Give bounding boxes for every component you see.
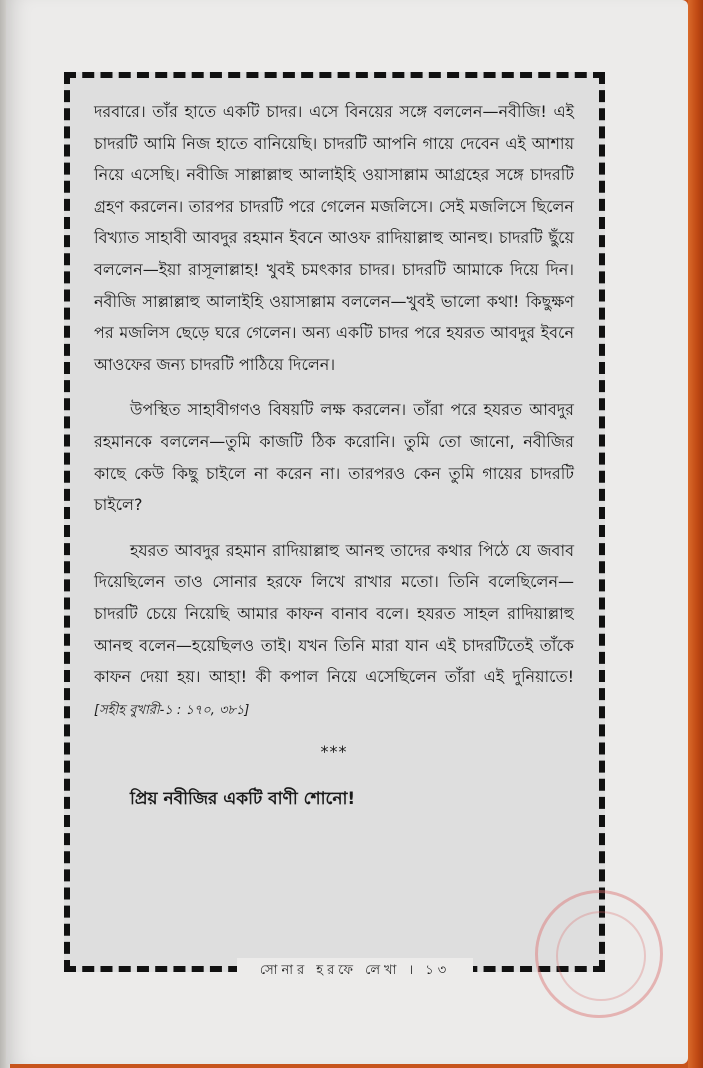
library-stamp — [535, 890, 663, 1018]
paragraph: দরবারে। তাঁর হাতে একটি চাদর। এসে বিনয়ের সঙ্গে বললেন—নবীজি! এই চাদরটি আমি নিজ হাতে বানিয়েছি। চাদরটি আপনি গায়ে দেবেন এই আশায় নিয়ে এসেছি। নবীজি সাল্লাল্লাহু আলাইহি ওয়াসাল্লাম আগ্রহের সঙ্গে চাদরটি গ্রহণ করলেন। তারপর চাদরটি পরে গেলেন মজলিসে। সেই মজলিসে ছিলেন বিখ্যাত সাহাবী আবদুর রহমান ইবনে আওফ রাদিয়াল্লাহু আনহু। চাদরটি ছুঁয়ে বললেন—ইয়া রাসূলাল্লাহ! খুবই চমৎকার চাদর। চাদরটি আমাকে দিয়ে দিন। নবীজি সাল্লাল্লাহু আলাইহি ওয়াসাল্লাম বললেন—খুবই ভালো কথা! কিছুক্ষণ পর মজলিস ছেড়ে ঘরে গেলেন। অন্য একটি চাদর পরে হযরত আবদুর ইবনে আওফের জন্য চাদরটি পাঠিয়ে দিলেন। — [94, 102, 574, 374]
next-section-heading: প্রিয় নবীজির একটি বাণী শোনো! — [130, 788, 356, 809]
paragraph: উপস্থিত সাহাবীগণও বিষয়টি লক্ষ করলেন। তাঁরা পরে হযরত আবদুর রহমানকে বললেন—তুমি কাজটি ঠিক করোনি। তুমি তো জানো, নবীজির কাছে কেউ কিছু চাইলে না করেন না। তারপরও কেন তুমি গায়ের চাদরটি চাইলে? — [94, 400, 574, 515]
page-text — [94, 96, 574, 815]
stamp-inner-ring — [556, 911, 646, 1001]
section-separator: *** — [320, 742, 348, 762]
paragraph-text: হযরত আবদুর রহমান রাদিয়াল্লাহু আনহু তাদের কথার পিঠে যে জবাব দিয়েছিলেন তাও সোনার হরফে লিখে রাখার মতো। তিনি বলেছিলেন—চাদরটি চেয়ে নিয়েছি আমার কাফন বানাব বলে। হযরত সাহল রাদিয়াল্লাহু আনহু বলেন—হয়েছিলও তাই। যখন তিনি মারা যান এই চাদরটিতেই তাঁকে কাফন দেয়া হয়। আহা! কী কপাল নিয়ে এসেছিলেন তাঁরা এই দুনিয়াতে! — [94, 540, 574, 687]
book-cover-edge — [688, 0, 703, 1068]
citation: [সহীহ বুখারী-১ : ১৭০, ৩৮১] — [94, 702, 250, 718]
page-footer: সোনার হরফে লেখা । ১৩ — [237, 958, 473, 984]
paragraph — [94, 535, 574, 727]
